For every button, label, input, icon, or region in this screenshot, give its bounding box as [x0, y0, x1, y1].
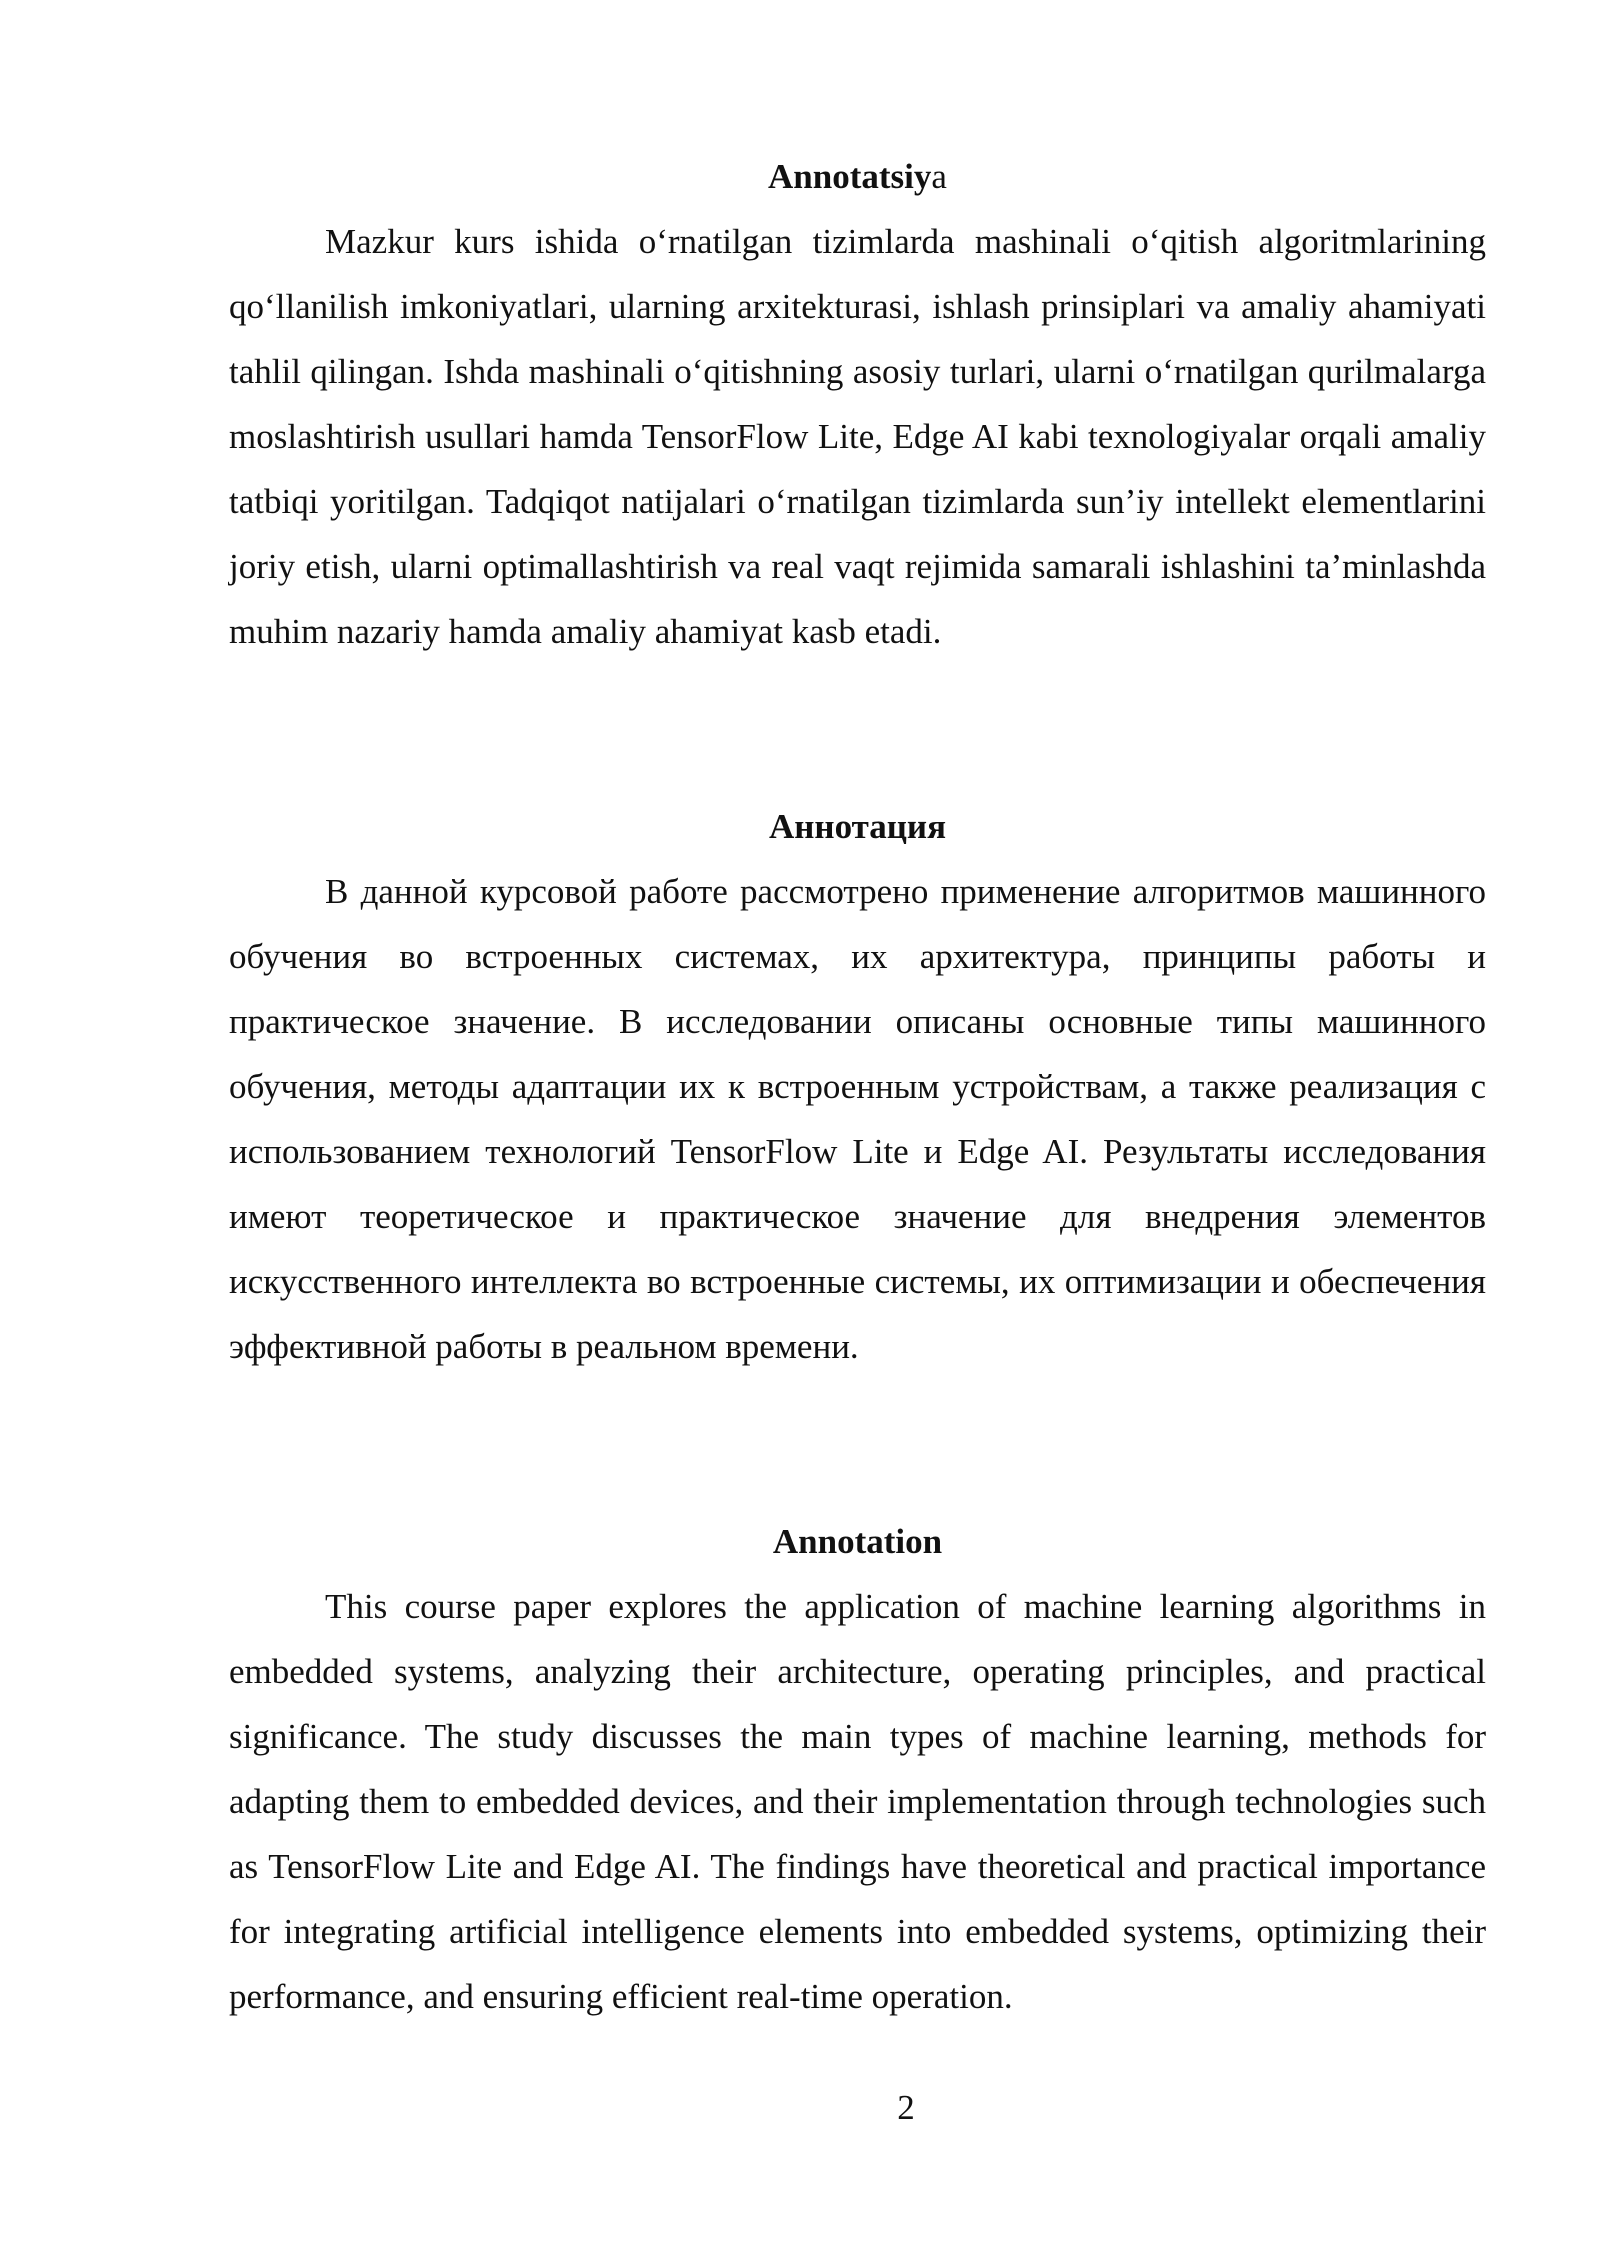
page-number: 2: [897, 2088, 915, 2127]
annotation-uzbek-heading-bold: Annotatsiy: [768, 157, 932, 196]
annotation-uzbek-heading: [229, 144, 1486, 209]
annotation-uzbek-heading-tail: a: [931, 157, 947, 196]
annotation-uzbek-section: [229, 144, 1486, 664]
annotation-uzbek-paragraph: Mazkur kurs ishida o‘rnatilgan tizimlarda mashinali o‘qitish algoritmlarining qo‘llanilish imkoniyatlari, ularning arxitekturasi, ishlash prinsiplari va amaliy ahamiyati tahlil qilingan. Ishda mashinali o‘qitishning asosiy turlari, ularni o‘rnatilgan qurilmalarga moslashtirish usullari hamda TensorFlow Lite, Edge AI kabi texnologiyalar orqali amaliy tatbiqi yoritilgan. Tadqiqot natijalari o‘rnatilgan tizimlarda sun’iy intellekt elementlarini joriy etish, ularni optimallashtirish va real vaqt rejimida samarali ishlashini ta’minlashda muhim nazariy hamda amaliy ahamiyat kasb etadi.: [229, 222, 1486, 651]
annotation-russian-heading: Аннотация: [768, 807, 947, 846]
annotation-english-section: [229, 1509, 1486, 2029]
annotation-english-heading: Annotation: [772, 1522, 943, 1561]
annotation-russian-paragraph: В данной курсовой работе рассмотрено применение алгоритмов машинного обучения во встроенных системах, их архитектура, принципы работы и практическое значение. В исследовании описаны основные типы машинного обучения, методы адаптации их к встроенным устройствам, а также реализация с использованием технологий TensorFlow Lite и Edge AI. Результаты исследования имеют теоретическое и практическое значение для внедрения элементов искусственного интеллекта во встроенные системы, их оптимизации и обеспечения эффективной работы в реальном времени.: [229, 872, 1486, 1366]
annotation-russian-section: [229, 794, 1486, 1379]
annotation-english-paragraph: This course paper explores the application of machine learning algorithms in embedded systems, analyzing their architecture, operating principles, and practical significance. The study discusses the main types of machine learning, methods for adapting them to embedded devices, and their implementation through technologies such as TensorFlow Lite and Edge AI. The findings have theoretical and practical importance for integrating artificial intelligence elements into embedded systems, optimizing their performance, and ensuring efficient real-time operation.: [229, 1587, 1486, 2016]
